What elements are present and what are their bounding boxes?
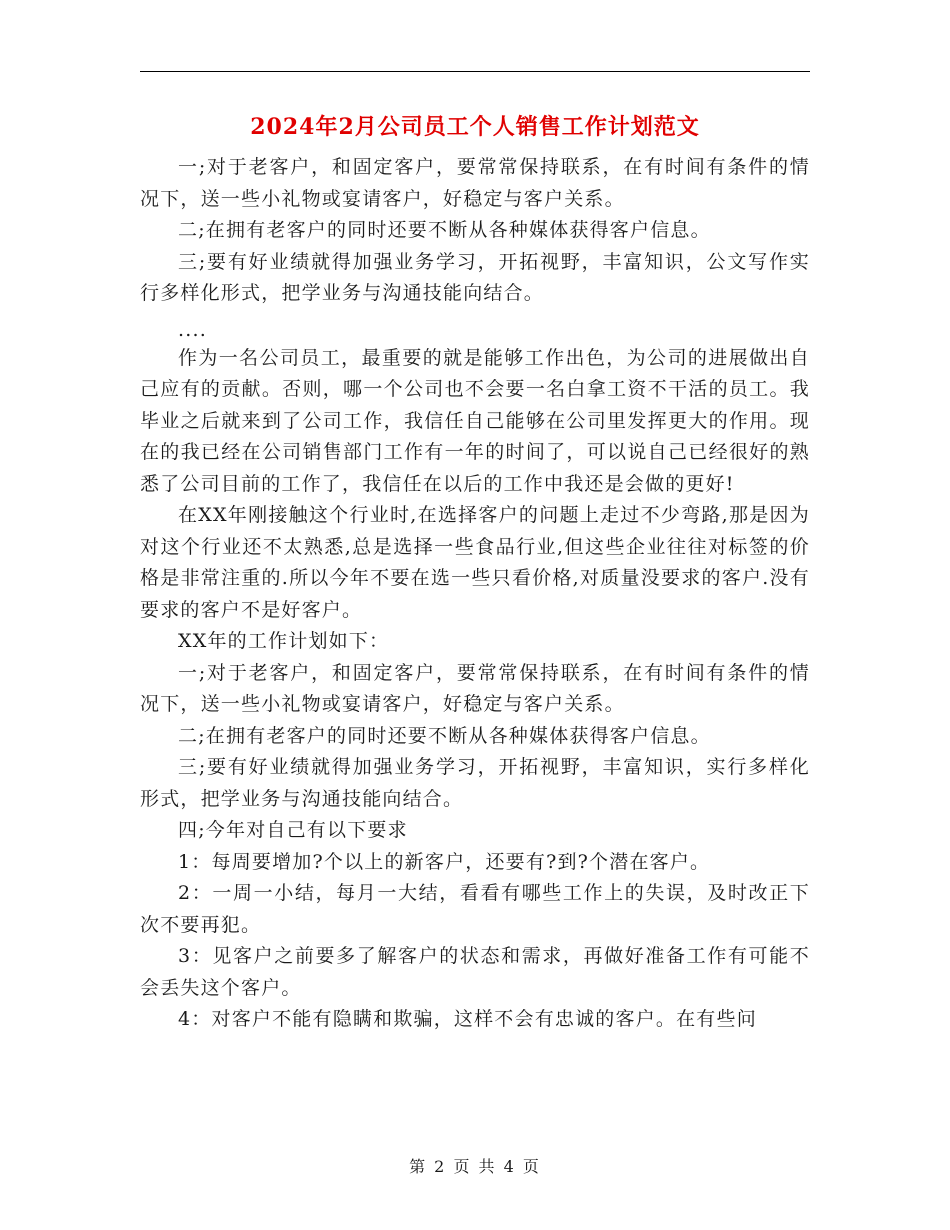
paragraph: 2：一周一小结，每月一大结，看看有哪些工作上的失误，及时改正下次不要再犯。 xyxy=(140,882,810,936)
paragraph: 三;要有好业绩就得加强业务学习，开拓视野，丰富知识，公文写作实行多样化形式，把学业务与沟通技能向结合。 xyxy=(140,250,810,304)
paragraph: 作为一名公司员工，最重要的就是能够工作出色，为公司的进展做出自己应有的贡献。否则，哪一个公司也不会要一名白拿工资不干活的员工。我毕业之后就来到了公司工作，我信任自己能够在公司里发挥更大的作用。现在的我已经在公司销售部门工作有一年的时间了，可以说自己已经很好的熟悉了公司目前的工作了，我信任在以后的工作中我还是会做的更好! xyxy=(140,346,810,495)
paragraph: 四;今年对自己有以下要求 xyxy=(178,819,408,841)
document-body xyxy=(140,152,810,1036)
page-footer: 第 2 页 共 4 页 xyxy=(409,1157,541,1176)
paragraph: 在XX年刚接触这个行业时,在选择客户的问题上走过不少弯路,那是因为对这个行业还不太熟悉,总是选择一些食品行业,但这些企业往往对标签的价格是非常注重的.所以今年不要在选一些只看价格,对质量没要求的客户.没有要求的客户不是好客户。 xyxy=(140,504,810,621)
paragraph: 三;要有好业绩就得加强业务学习，开拓视野，丰富知识，实行多样化形式，把学业务与沟通技能向结合。 xyxy=(140,756,810,810)
paragraph: 4：对客户不能有隐瞒和欺骗，这样不会有忠诚的客户。在有些问 xyxy=(178,1008,757,1030)
paragraph: 3：见客户之前要多了解客户的状态和需求，再做好准备工作有可能不会丢失这个客户。 xyxy=(140,945,810,999)
paragraph: 1：每周要增加?个以上的新客户，还要有?到?个潜在客户。 xyxy=(178,850,711,873)
header-rule xyxy=(140,71,810,72)
paragraph: 二;在拥有老客户的同时还要不断从各种媒体获得客户信息。 xyxy=(178,219,711,241)
paragraph: XX年的工作计划如下： xyxy=(178,630,390,652)
paragraph: 一;对于老客户，和固定客户，要常常保持联系，在有时间有条件的情况下，送一些小礼物或宴请客户，好稳定与客户关系。 xyxy=(140,156,810,210)
paragraph: 一;对于老客户，和固定客户，要常常保持联系，在有时间有条件的情况下，送一些小礼物或宴请客户，好稳定与客户关系。 xyxy=(140,661,810,715)
ellipsis-line: .... xyxy=(178,318,207,341)
document-title: 2024年2月公司员工个人销售工作计划范文 xyxy=(250,114,700,140)
paragraph: 二;在拥有老客户的同时还要不断从各种媒体获得客户信息。 xyxy=(178,724,711,747)
